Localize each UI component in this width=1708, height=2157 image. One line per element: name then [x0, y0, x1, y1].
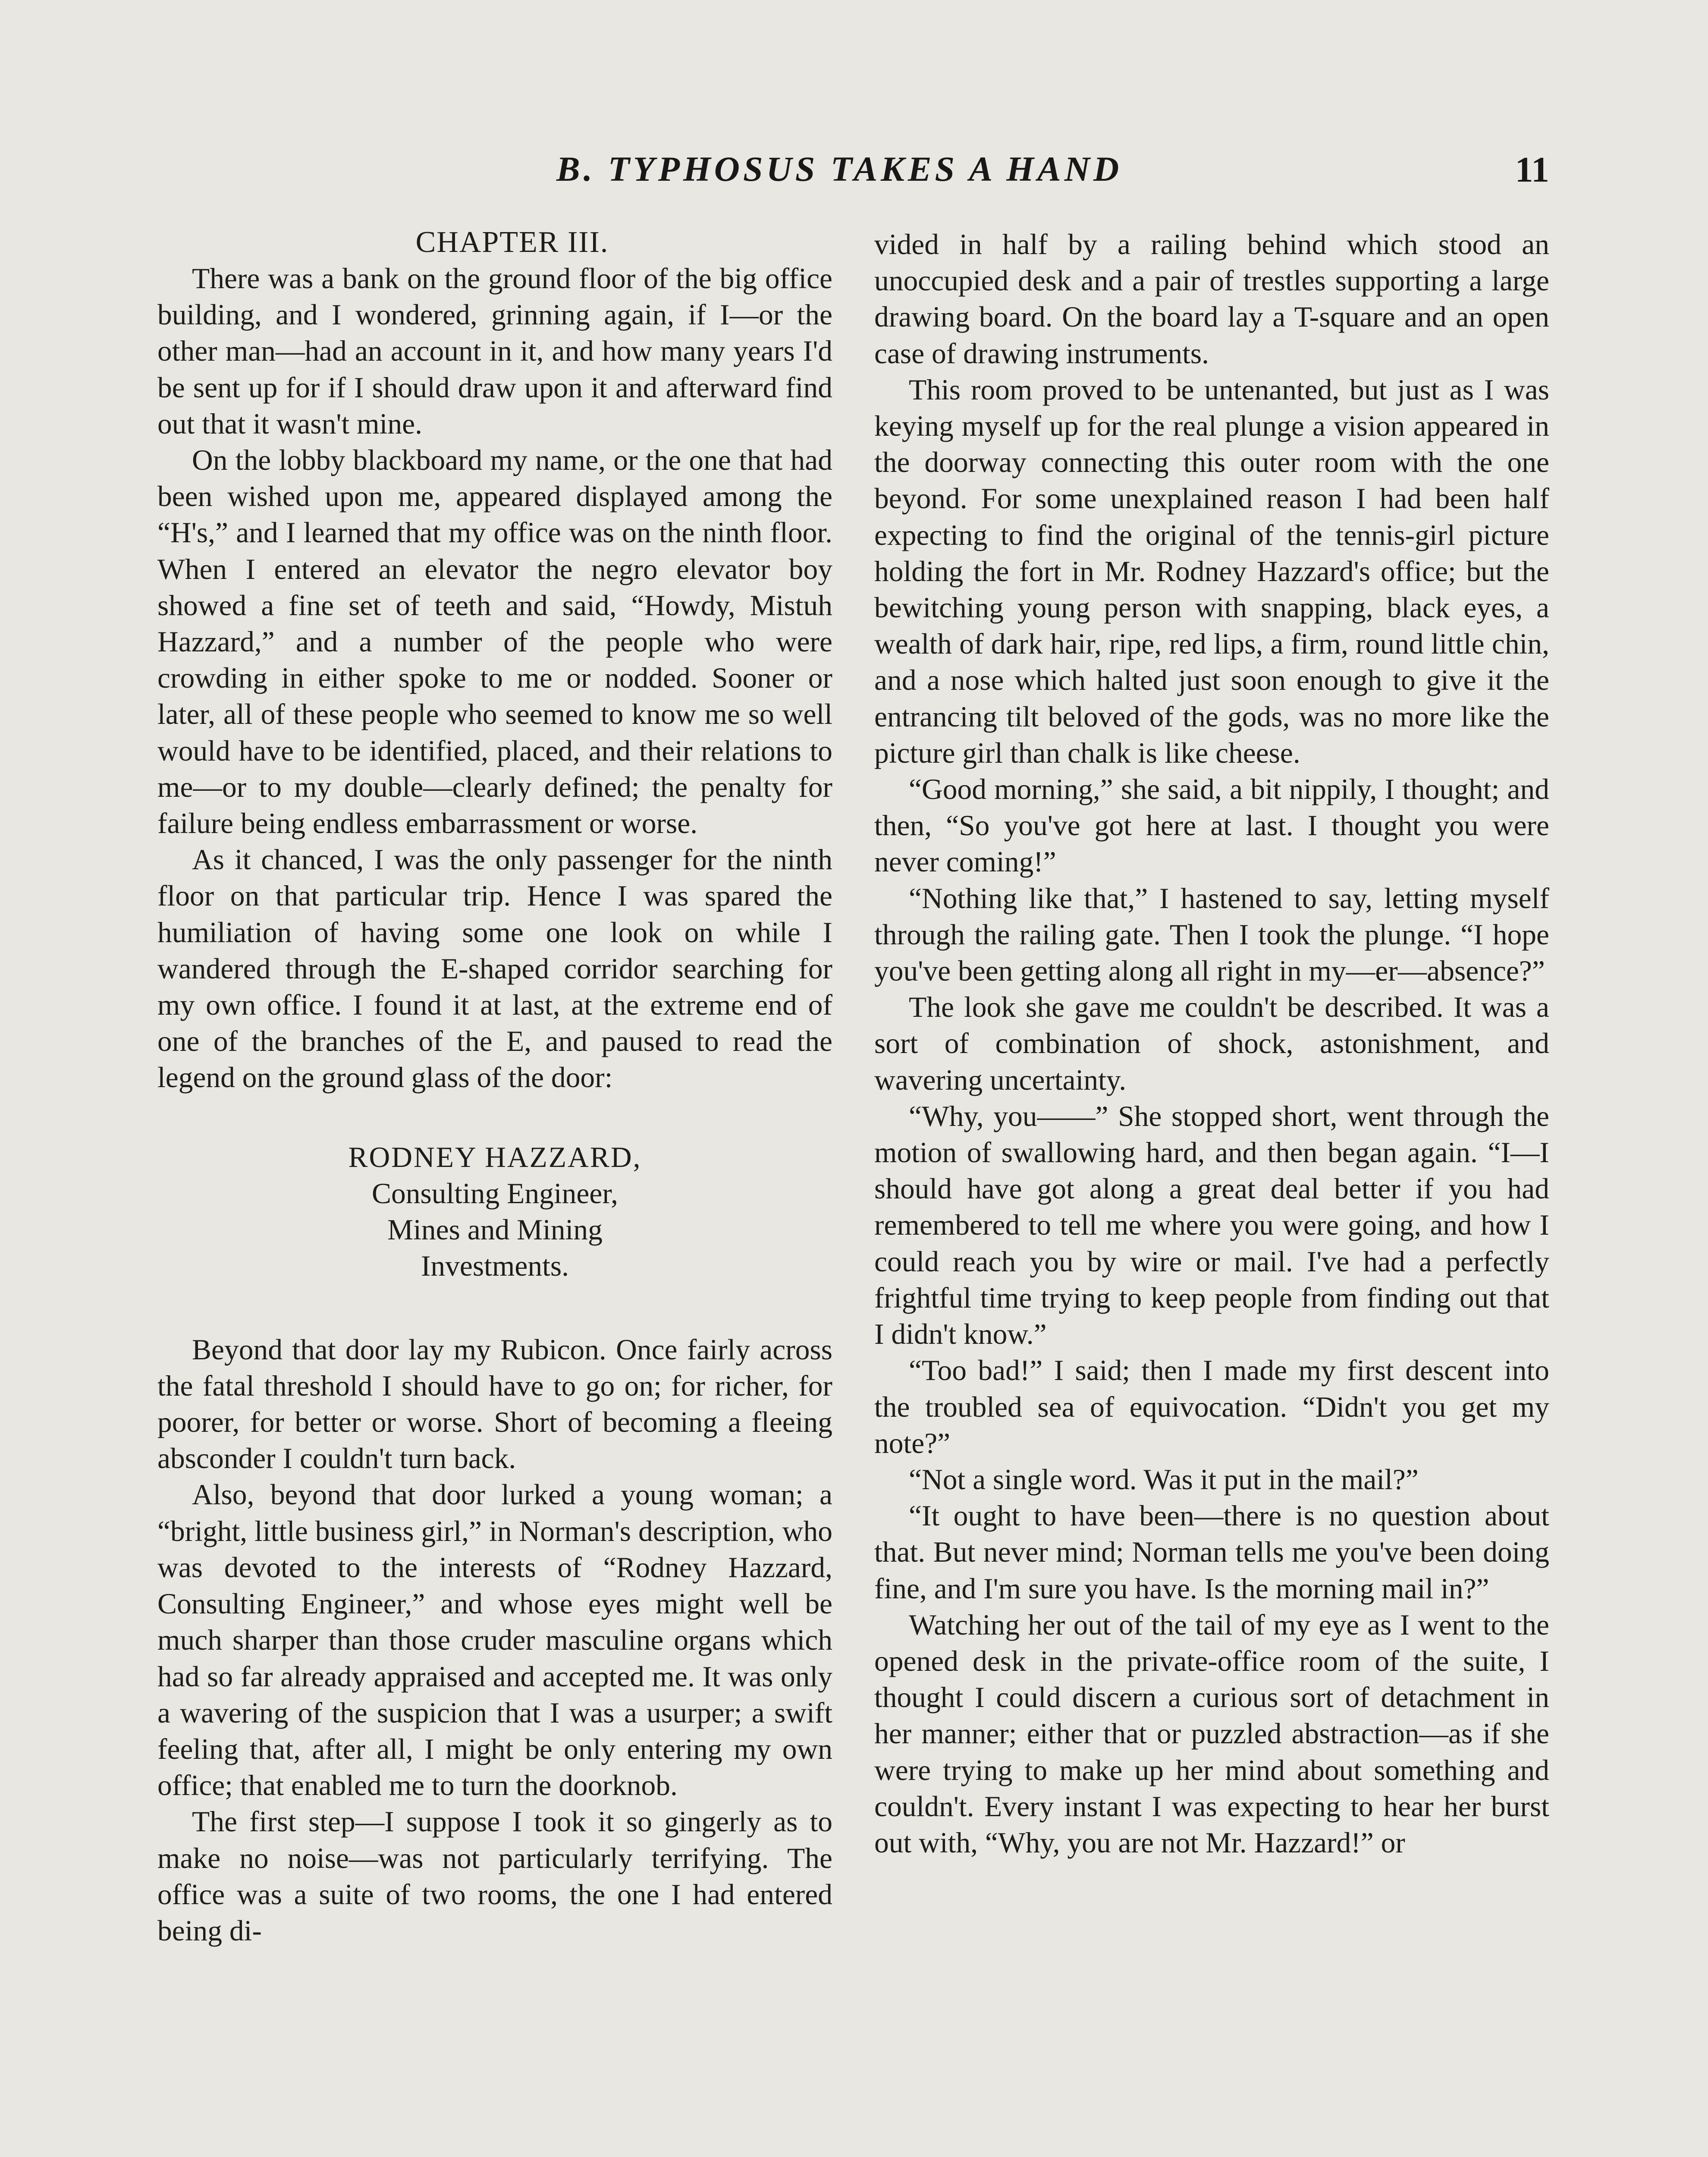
- paragraph: vided in half by a railing behind which stood an unoccupied desk and a pair of trestles supporting a large drawing board. On the board lay a T-square and an open case of drawing instruments.: [874, 228, 1549, 370]
- legend-name: RODNEY HAZZARD,: [348, 1141, 642, 1173]
- legend-line: Consulting Engineer,: [372, 1177, 618, 1210]
- paragraph: Beyond that door lay my Rubicon. Once fairly across the fatal threshold I should have to go on; for richer, for poorer, for better or worse. Short of becoming a fleeing absconder I couldn't turn back.: [157, 1333, 832, 1475]
- paragraph: The look she gave me couldn't be described. It was a sort of combination of shock, astonishment, and wavering uncertainty.: [874, 991, 1549, 1096]
- paragraph: The first step—I suppose I took it so gingerly as to make no noise—was not particularly terrifying. The office was a suite of two rooms, the one I had entered being di-: [157, 1805, 832, 1947]
- legend-line: Mines and Mining: [387, 1213, 603, 1246]
- paragraph: “It ought to have been—there is no question about that. But never mind; Norman tells me you've been doing fine, and I'm sure you have. Is the morning mail in?”: [874, 1500, 1549, 1605]
- page-number: 11: [1515, 150, 1549, 190]
- paragraph: This room proved to be untenanted, but just as I was keying myself up for the real plunge a vision appeared in the doorway connecting this outer room with the one beyond. For some unexplained reason I had been half expecting to find the original of the tennis-girl picture holding the fort in Mr. Rodney Hazzard's office; but the bewitching young person with snapping, black eyes, a wealth of dark hair, ripe, red lips, a firm, round little chin, and a nose which halted just soon enough to give it the entrancing tilt beloved of the gods, was no more like the picture girl than chalk is like cheese.: [874, 373, 1549, 769]
- paragraph: “Why, you——” She stopped short, went through the motion of swallowing hard, and then began again. “I—I should have got along a great deal better if you had remembered to tell me where you were going, and how I could reach you by wire or mail. I've had a perfectly frightful time trying to keep people from finding out that I didn't know.”: [874, 1100, 1549, 1351]
- running-head: B. TYPHOSUS TAKES A HAND: [556, 149, 1123, 189]
- left-column: [157, 224, 832, 1949]
- legend-line: Investments.: [421, 1249, 569, 1282]
- paragraph: “Too bad!” I said; then I made my first descent into the troubled sea of equivocation. “Didn't you get my note?”: [874, 1354, 1549, 1459]
- paragraph: On the lobby blackboard my name, or the one that had been wished upon me, appeared displayed among the “H's,” and I learned that my office was on the ninth floor. When I entered an elevator the negro elevator boy showed a fine set of teeth and said, “Howdy, Mistuh Hazzard,” and a number of the people who were crowding in either spoke to me or nodded. Sooner or later, all of these people who seemed to know me so well would have to be identified, placed, and their relations to me—or to my double—clearly defined; the penalty for failure being endless embarrassment or worse.: [157, 444, 832, 840]
- paragraph: “Good morning,” she said, a bit nippily, I thought; and then, “So you've got here at last. I thought you were never coming!”: [874, 773, 1549, 878]
- paragraph: Watching her out of the tail of my eye as I went to the opened desk in the private-office room of the suite, I thought I could discern a curious sort of detachment in her manner; either that or puzzled abstraction—as if she were trying to make up her mind about something and couldn't. Every instant I was expecting to hear her burst out with, “Why, you are not Mr. Hazzard!” or: [874, 1608, 1549, 1859]
- chapter-title: CHAPTER III.: [415, 226, 609, 259]
- right-column: [874, 226, 1549, 1861]
- paragraph: As it chanced, I was the only passenger for the ninth floor on that particular trip. Hence I was spared the humiliation of having some one look on while I wandered through the E-shaped corridor searching for my own office. I found it at last, at the extreme end of one of the branches of the E, and paused to read the legend on the ground glass of the door:: [157, 843, 832, 1094]
- paragraph: There was a bank on the ground floor of the big office building, and I wondered, grinning again, if I—or the other man—had an account in it, and how many years I'd be sent up for if I should draw upon it and afterward find out that it wasn't mine.: [157, 262, 832, 440]
- paragraph: “Nothing like that,” I hastened to say, letting myself through the railing gate. Then I took the plunge. “I hope you've been getting along all right in my—er—absence?”: [874, 882, 1549, 987]
- paragraph: “Not a single word. Was it put in the mail?”: [909, 1463, 1419, 1496]
- paragraph: Also, beyond that door lurked a young woman; a “bright, little business girl,” in Norman's description, who was devoted to the interests of “Rodney Hazzard, Consulting Engineer,” and whose eyes might well be much sharper than those cruder masculine organs which had so far already appraised and accepted me. It was only a wavering of the suspicion that I was a usurper; a swift feeling that, after all, I might be only entering my own office; that enabled me to turn the doorknob.: [157, 1478, 832, 1802]
- door-legend: [157, 1139, 832, 1284]
